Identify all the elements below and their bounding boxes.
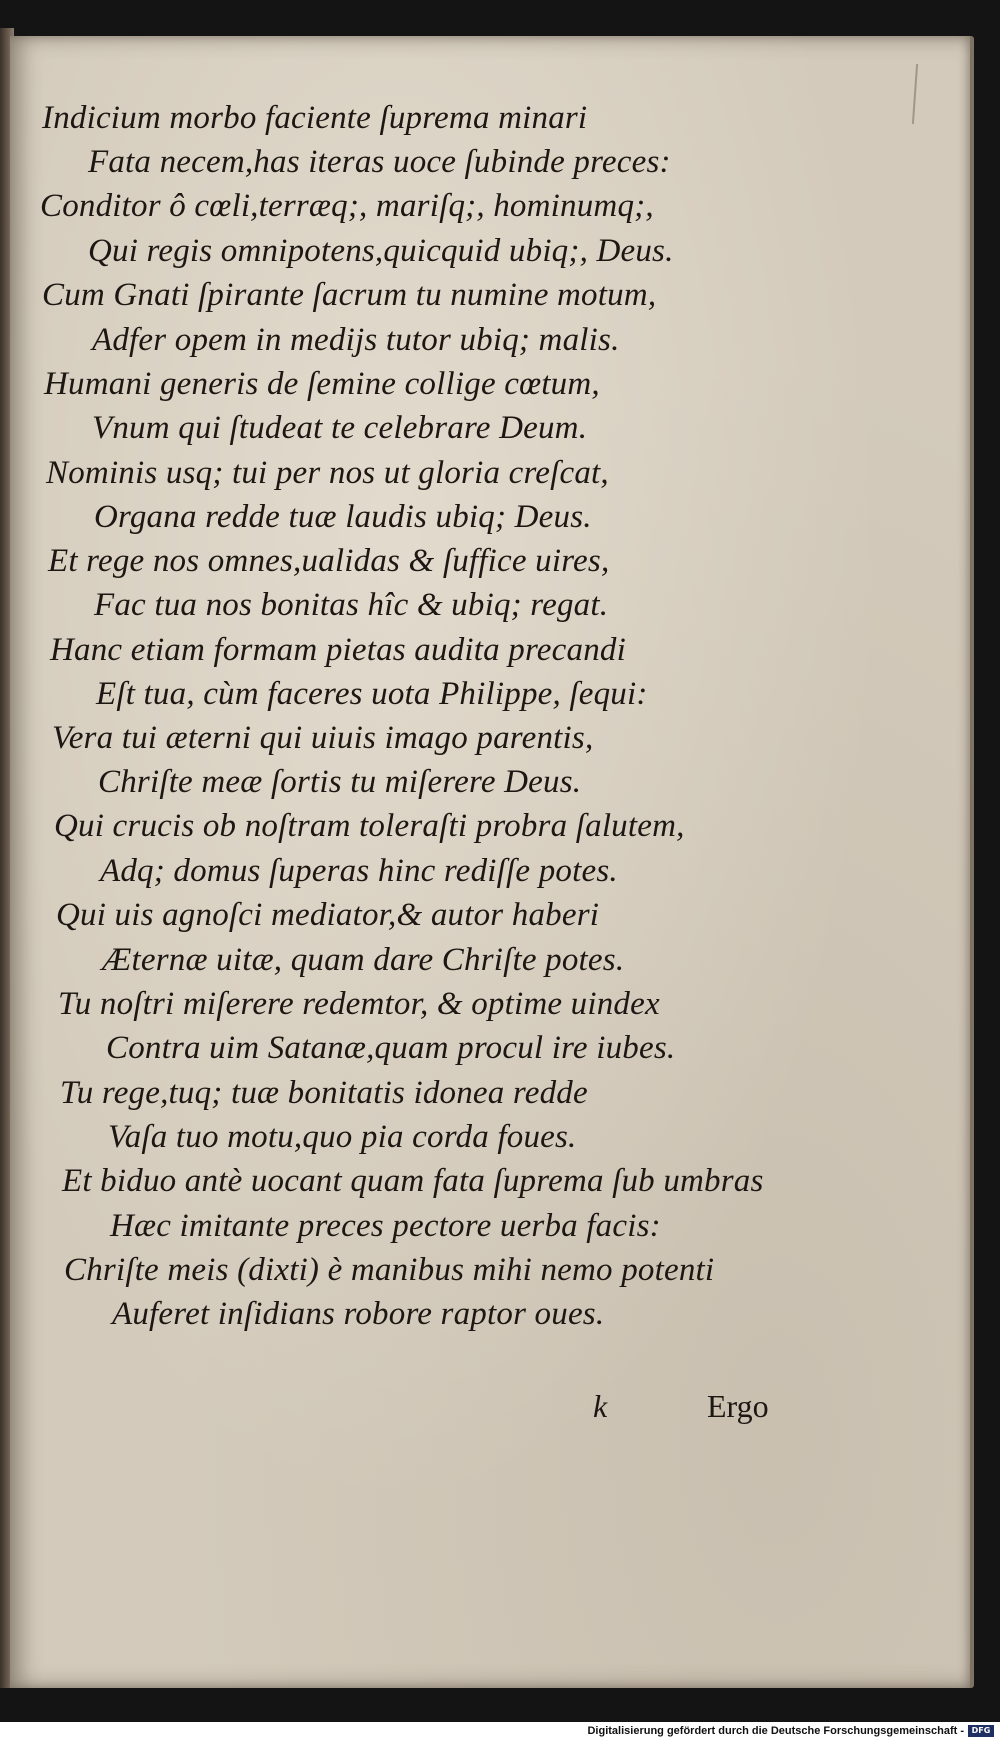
dfg-logo: DFG bbox=[968, 1725, 994, 1737]
poem-line: Contra uim Satanæ,quam procul ire iubes. bbox=[106, 1030, 676, 1066]
poem-line: Hæc imitante preces pectore uerba facis: bbox=[110, 1208, 661, 1244]
poem-line: Cum Gnati ſpirante ſacrum tu numine motum, bbox=[42, 277, 657, 313]
poem-line: Tu rege,tuq; tuæ bonitatis idonea redde bbox=[60, 1075, 588, 1111]
poem-line: Chriſte meæ ſortis tu miſerere Deus. bbox=[98, 764, 582, 800]
poem-line: Adfer opem in medijs tutor ubiq; malis. bbox=[92, 322, 620, 358]
book-page bbox=[10, 36, 974, 1688]
page-crease bbox=[912, 64, 918, 124]
poem-line: Qui regis omnipotens,quicquid ubiq;, Deus. bbox=[88, 233, 674, 269]
poem-line: Qui crucis ob noſtram toleraſti probra ſalutem, bbox=[54, 808, 685, 844]
poem-line: Conditor ô cœli,terræq;, mariſq;, hominumq;, bbox=[40, 188, 654, 224]
poem-line: Æternæ uitæ, quam dare Chriſte potes. bbox=[102, 942, 625, 978]
poem-line: Hanc etiam formam pietas audita precandi bbox=[50, 632, 626, 668]
poem-line: Et biduo antè uocant quam fata ſuprema ſub umbras bbox=[62, 1163, 764, 1199]
poem-line: Chriſte meis (dixti) è manibus mihi nemo potenti bbox=[64, 1252, 715, 1288]
poem-line: Humani generis de ſemine collige cœtum, bbox=[44, 366, 600, 402]
funding-credit: Digitalisierung gefördert durch die Deutsche Forschungsgemeinschaft - bbox=[587, 1725, 964, 1737]
poem-line: Organa redde tuæ laudis ubiq; Deus. bbox=[94, 499, 592, 535]
poem-line: Eſt tua, cùm faceres uota Philippe, ſequi: bbox=[96, 676, 648, 712]
digitization-footer bbox=[0, 1722, 1000, 1740]
poem-line: Fac tua nos bonitas hîc & ubiq; regat. bbox=[94, 587, 609, 623]
poem-line: Vera tui æterni qui uiuis imago parentis, bbox=[52, 720, 594, 756]
poem-line: Vaſa tuo motu,quo pia corda foues. bbox=[108, 1119, 577, 1155]
poem-line: Fata necem,has iteras uoce ſubinde preces: bbox=[88, 144, 671, 180]
poem-line: Auferet inſidians robore raptor oues. bbox=[112, 1296, 605, 1332]
catchword: Ergo bbox=[707, 1388, 769, 1424]
poem-line: Tu noſtri miſerere redemtor, & optime uindex bbox=[58, 986, 660, 1022]
poem-line: Nominis usq; tui per nos ut gloria creſcat, bbox=[46, 455, 609, 491]
poem-line: Indicium morbo faciente ſuprema minari bbox=[42, 100, 588, 136]
poem-line: Adq; domus ſuperas hinc rediſſe potes. bbox=[100, 853, 618, 889]
poem-line: Vnum qui ſtudeat te celebrare Deum. bbox=[92, 410, 588, 446]
signature-mark: k bbox=[593, 1388, 608, 1424]
poem-line: Et rege nos omnes,ualidas & ſuffice uires, bbox=[48, 543, 610, 579]
poem-line: Qui uis agnoſci mediator,& autor haberi bbox=[56, 897, 600, 933]
